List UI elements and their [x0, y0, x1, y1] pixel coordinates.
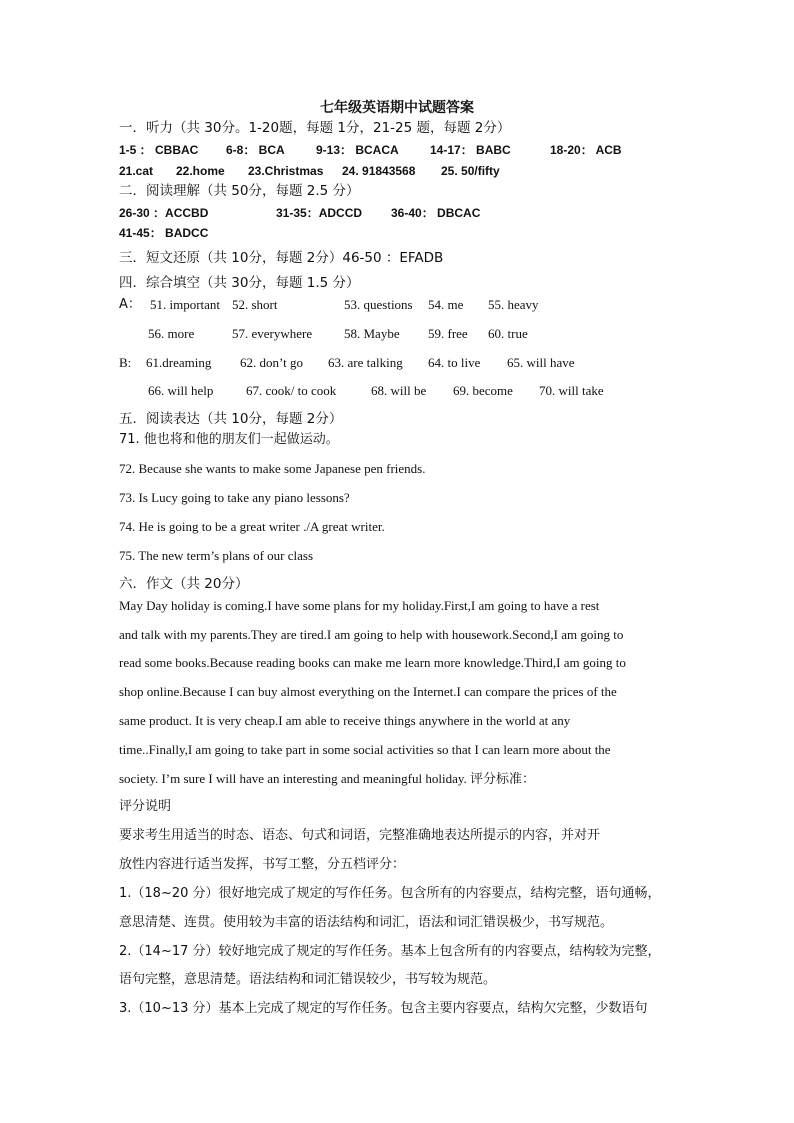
cloze-answer: 51. important: [150, 297, 221, 312]
answer-group: 6-8： BCA: [226, 143, 285, 157]
cloze-answer: 62. don’t go: [240, 355, 303, 370]
scoring-line: 1.（18~20 分）很好地完成了规定的写作任务。包含所有的内容要点，结构完整，语句通畅，: [119, 886, 661, 901]
cloze-header: 四．综合填空（共 30分，每题 1.5 分）: [119, 275, 360, 291]
writing-header: 六．作文（共 20分）: [119, 576, 249, 592]
expression-answer-75: 75. The new term’s plans of our class: [119, 548, 313, 563]
essay-line: and talk with my parents.They are tired.I am going to help with housework.Second,I am going to: [119, 627, 624, 642]
cloze-answer: 60. true: [488, 326, 528, 341]
reading-row-2: 41-45： BADCC: [119, 226, 209, 240]
page-title: 七年级英语期中试题答案: [320, 100, 474, 116]
cloze-answer: 70. will take: [539, 383, 604, 398]
expression-answer-73: 73. Is Lucy going to take any piano lessons?: [119, 490, 350, 505]
cloze-answer: 64. to live: [428, 355, 481, 370]
cloze-answer: 54. me: [428, 297, 464, 312]
answer-group: 36-40： DBCAC: [391, 206, 481, 220]
answer-group: 21.cat: [119, 164, 154, 178]
scoring-title: 评分说明: [119, 799, 172, 814]
essay-line: same product. It is very cheap.I am able to receive things anywhere in the world at any: [119, 713, 571, 728]
cloze-answer: 52. short: [232, 297, 278, 312]
answer-group: 22.home: [176, 164, 225, 178]
scoring-line: 要求考生用适当的时态、语态、句式和词语，完整准确地表达所提示的内容，并对开: [119, 828, 601, 843]
part-b-label: B:: [119, 355, 132, 370]
answer-group: 1-5 ： CBBAC: [119, 143, 199, 157]
cloze-answer: 59. free: [428, 326, 468, 341]
cloze-answer: 67. cook/ to cook: [246, 383, 337, 398]
cloze-answer: 68. will be: [371, 383, 427, 398]
answer-group: 9-13： BCACA: [316, 143, 399, 157]
answer-group: 24. 91843568: [342, 164, 416, 178]
cloze-answer: 53. questions: [344, 297, 413, 312]
scoring-line: 意思清楚、连贯。使用较为丰富的语法结构和词汇，语法和词汇错误极少，书写规范。: [119, 915, 614, 930]
cloze-answer: 56. more: [148, 326, 195, 341]
scoring-line: 3.（10~13 分）基本上完成了规定的写作任务。包含主要内容要点，结构欠完整，少数语句: [119, 1001, 648, 1016]
restore-line: 三．短文还原（共 10分，每题 2分）46-50 ：EFADB: [119, 250, 444, 266]
cloze-answer: 61.dreaming: [146, 355, 212, 370]
answer-group: 14-17： BABC: [430, 143, 511, 157]
cloze-answer: 58. Maybe: [344, 326, 400, 341]
essay-line: read some books.Because reading books can make me learn more knowledge.Third,I am going to: [119, 655, 626, 670]
answer-group: 26-30 ：ACCBD: [119, 206, 209, 220]
part-a-label: A：: [119, 297, 141, 312]
cloze-answer: 66. will help: [148, 383, 214, 398]
answer-group: 31-35：ADCCD: [276, 206, 363, 220]
scoring-line: 2.（14~17 分）较好地完成了规定的写作任务。基本上包含所有的内容要点，结构较为完整，: [119, 944, 661, 959]
cloze-answer: 57. everywhere: [232, 326, 313, 341]
listening-header: 一．听力（共 30分。1-20题，每题 1分，21-25 题，每题 2分）: [119, 120, 511, 136]
essay-line: shop online.Because I can buy almost everything on the Internet.I can compare the prices of the: [119, 684, 617, 699]
answer-group: 18-20： ACB: [550, 143, 622, 157]
scoring-line: 放性内容进行适当发挥，书写工整，分五档评分：: [119, 857, 406, 872]
expression-answer-74: 74. He is going to be a great writer ./A great writer.: [119, 519, 385, 534]
cloze-answer: 63. are talking: [328, 355, 403, 370]
expression-answer-72: 72. Because she wants to make some Japanese pen friends.: [119, 461, 426, 476]
cloze-answer: 69. become: [453, 383, 513, 398]
cloze-answer: 65. will have: [507, 355, 575, 370]
essay-line: society. I’m sure I will have an interesting and meaningful holiday. 评分标准：: [119, 771, 536, 786]
answer-group: 23.Christmas: [248, 164, 324, 178]
scoring-line: 语句完整，意思清楚。语法结构和词汇错误较少，书写较为规范。: [119, 972, 497, 987]
expression-answer-71: 71. 他也将和他的朋友们一起做运动。: [119, 432, 339, 447]
essay-line: May Day holiday is coming.I have some plans for my holiday.First,I am going to have a rest: [119, 598, 600, 613]
essay-line: time..Finally,I am going to take part in some social activities so that I can learn more about the: [119, 742, 611, 757]
cloze-answer: 55. heavy: [488, 297, 539, 312]
expression-header: 五．阅读表达（共 10分，每题 2分）: [119, 411, 343, 427]
reading-header: 二．阅读理解（共 50分，每题 2.5 分）: [119, 183, 360, 199]
answer-group: 25. 50/fifty: [441, 164, 500, 178]
